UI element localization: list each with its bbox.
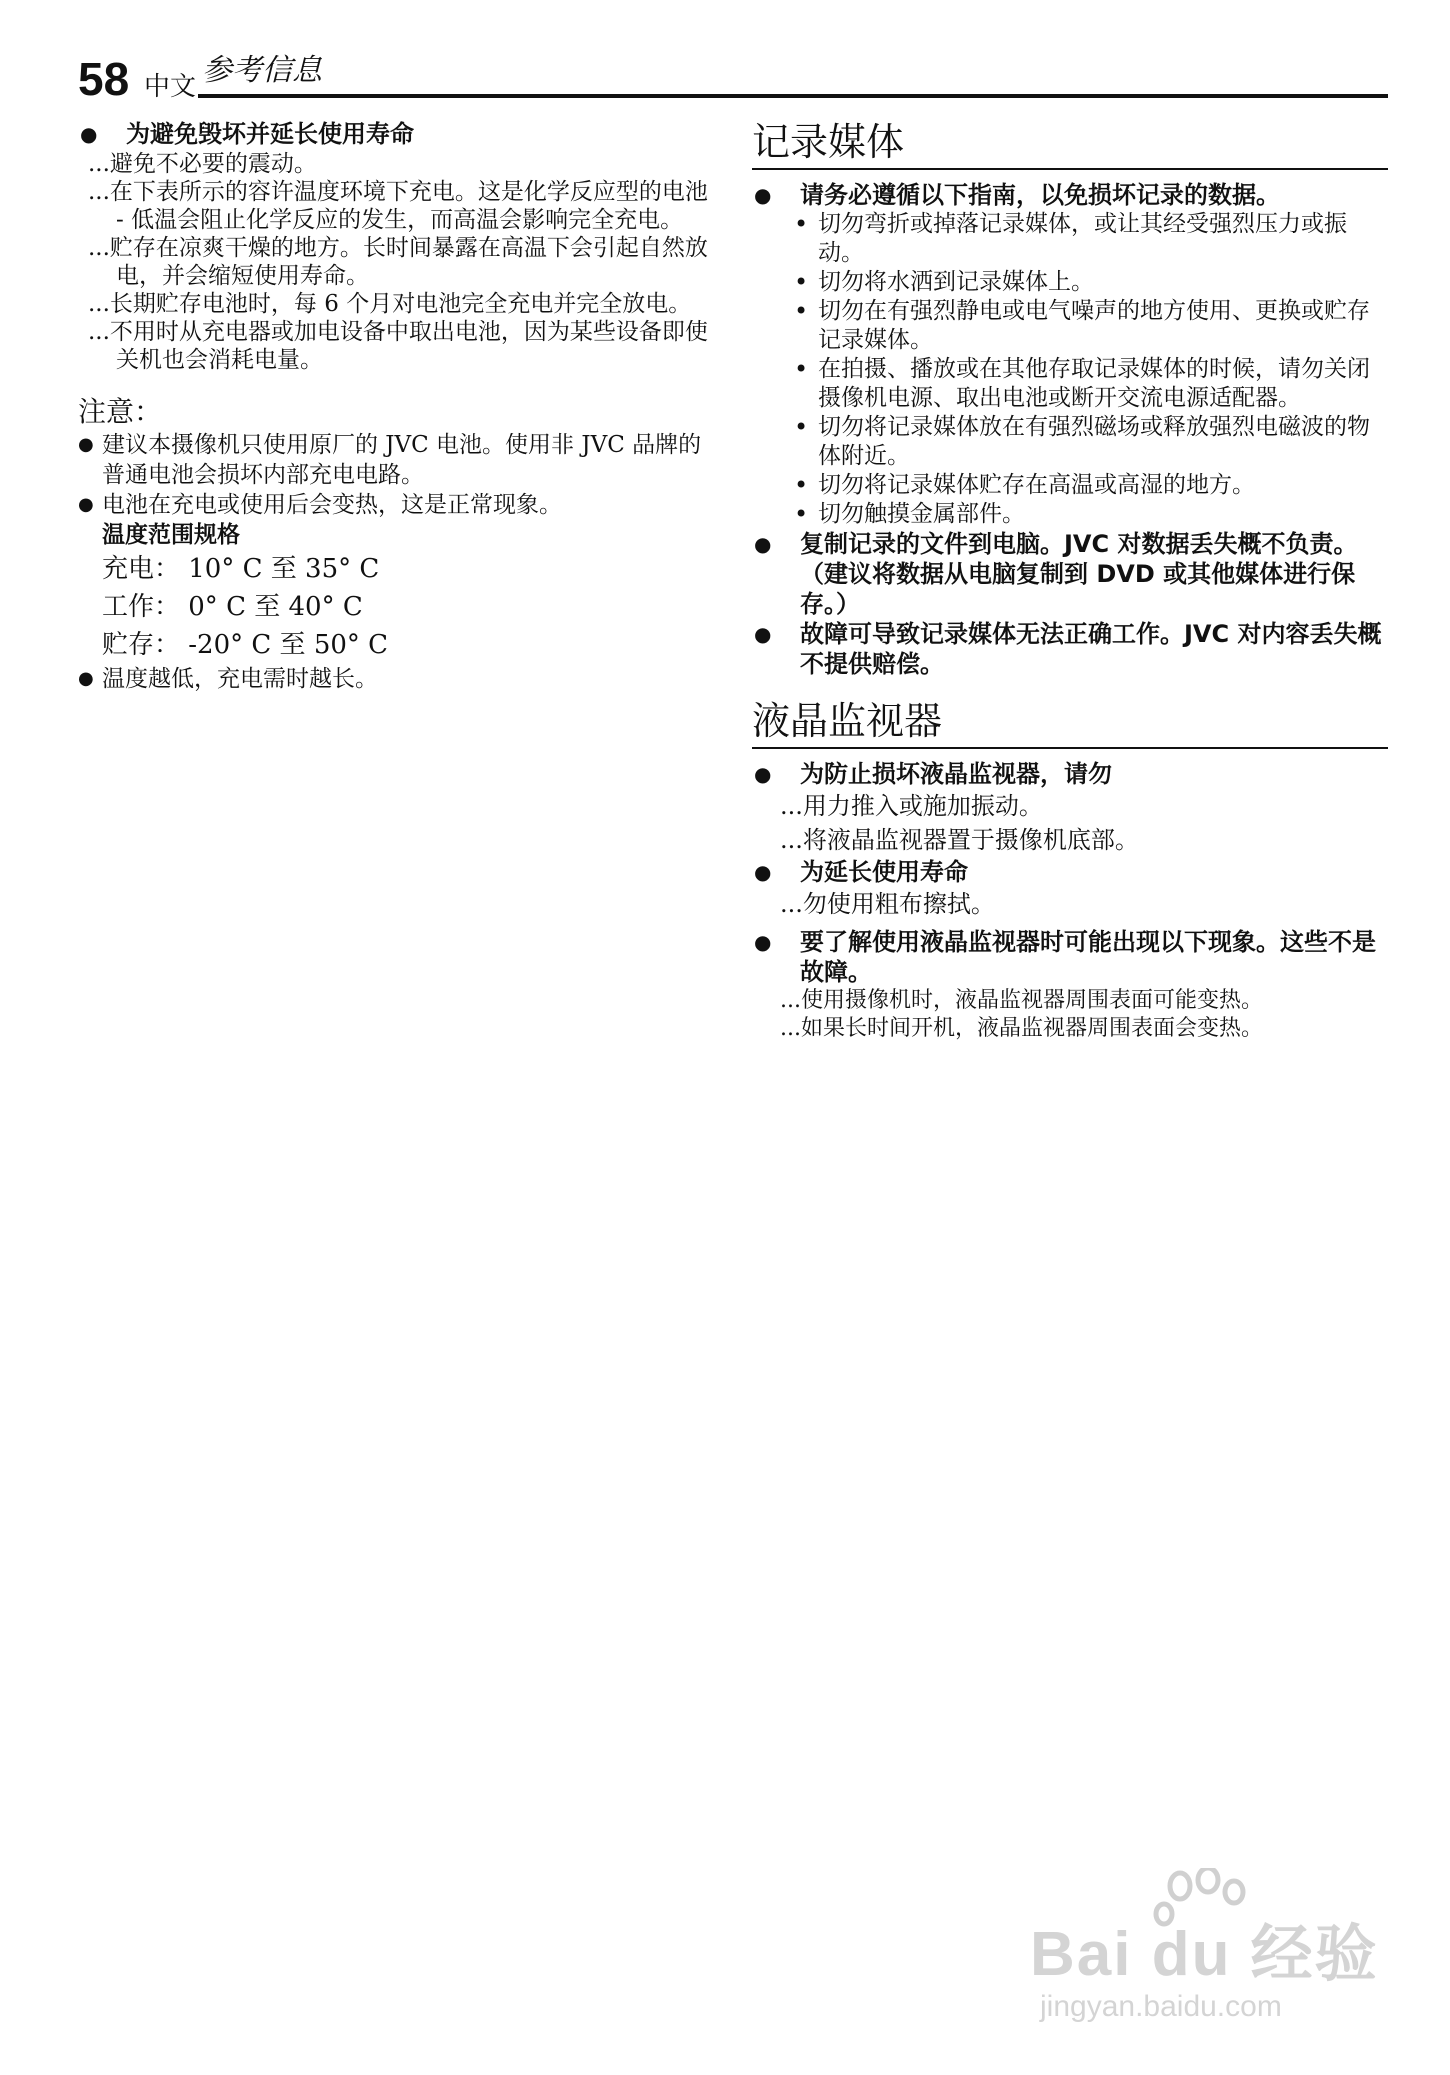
media-bullet-2: ● 复制记录的文件到电脑。JVC 对数据丢失概不负责。（建议将数据从电脑复制到 DVD 或其他媒体进行保存。）	[752, 529, 1388, 619]
note-item-2: ● 电池在充电或使用后会变热，这是正常现象。	[78, 490, 718, 520]
battery-item-4: ...长期贮存电池时，每 6 个月对电池完全充电并完全放电。	[88, 291, 692, 317]
page-number: 58	[78, 53, 130, 105]
battery-item-3: ...贮存在凉爽干燥的地方。长时间暴露在高温下会引起自然放电，并会缩短使用寿命。	[88, 235, 708, 289]
media-bullet-3: ● 故障可导致记录媒体无法正确工作。JVC 对内容丢失概不提供赔偿。	[752, 619, 1388, 679]
language-label: 中文	[144, 72, 197, 102]
lcd-bullet-3: ● 要了解使用液晶监视器时可能出现以下现象。这些不是故障。	[752, 927, 1388, 987]
media-sub-6: • 切勿将记录媒体贮存在高温或高湿的地方。	[752, 471, 1388, 500]
watermark-url: jingyan.baidu.com	[1040, 1990, 1282, 2023]
lcd-bullet-1: ● 为防止损坏液晶监视器，请勿	[752, 759, 1388, 789]
spec-title: 温度范围规格	[102, 522, 240, 548]
right-column	[752, 118, 1388, 1043]
note-item-3: ● 温度越低，充电需时越长。	[78, 664, 718, 694]
battery-item-5: ...不用时从充电器或加电设备中取出电池，因为某些设备即使关机也会消耗电量。	[88, 319, 708, 373]
lcd-b2-item-1: ...勿使用粗布擦拭。	[780, 890, 995, 918]
battery-item-2: ...在下表所示的容许温度环境下充电。这是化学反应型的电池 - 低温会阻止化学反应的发生，而高温会影响完全充电。	[88, 179, 708, 233]
baidu-watermark	[1030, 1868, 1390, 2023]
lcd-heading: 液晶监视器	[752, 697, 1388, 749]
lcd-b3-item-1: ...使用摄像机时，液晶监视器周围表面可能变热。	[780, 988, 1263, 1013]
battery-heading: ● 为避免毁坏并延长使用寿命	[78, 118, 718, 150]
header-rule	[198, 94, 1388, 98]
lcd-b1-item-1: ...用力推入或施加振动。	[780, 792, 1043, 820]
lcd-bullet-2: ● 为延长使用寿命	[752, 857, 1388, 887]
watermark-brand: Bai du 经验	[1030, 1920, 1379, 1989]
media-sub-2: • 切勿将水洒到记录媒体上。	[752, 268, 1388, 297]
note-title: 注意：	[78, 395, 163, 428]
media-sub-4: • 在拍摄、播放或在其他存取记录媒体的时候，请勿关闭摄像机电源、取出电池或断开交流电源适配器。	[752, 355, 1388, 413]
spec-work: 工作： 0° C 至 40° C	[102, 592, 363, 622]
note-item-1: ● 建议本摄像机只使用原厂的 JVC 电池。使用非 JVC 品牌的普通电池会损坏内部充电电路。	[78, 430, 718, 490]
battery-item-1: ...避免不必要的震动。	[88, 151, 317, 177]
spec-store: 贮存： -20° C 至 50° C	[102, 630, 389, 660]
left-column	[78, 118, 718, 694]
spec-charge: 充电： 10° C 至 35° C	[102, 554, 380, 584]
media-sub-5: • 切勿将记录媒体放在有强烈磁场或释放强烈电磁波的物体附近。	[752, 413, 1388, 471]
media-sub-7: • 切勿触摸金属部件。	[752, 500, 1388, 529]
media-sub-1: • 切勿弯折或掉落记录媒体，或让其经受强烈压力或振动。	[752, 210, 1388, 268]
section-title: 参考信息	[202, 53, 322, 88]
lcd-b3-item-2: ...如果长时间开机，液晶监视器周围表面会变热。	[780, 1016, 1263, 1041]
media-heading: 记录媒体	[752, 118, 1388, 170]
media-bullet-1: ● 请务必遵循以下指南，以免损坏记录的数据。	[752, 180, 1388, 210]
page-header	[78, 53, 1388, 105]
media-sub-3: • 切勿在有强烈静电或电气噪声的地方使用、更换或贮存记录媒体。	[752, 297, 1388, 355]
lcd-b1-item-2: ...将液晶监视器置于摄像机底部。	[780, 826, 1139, 854]
